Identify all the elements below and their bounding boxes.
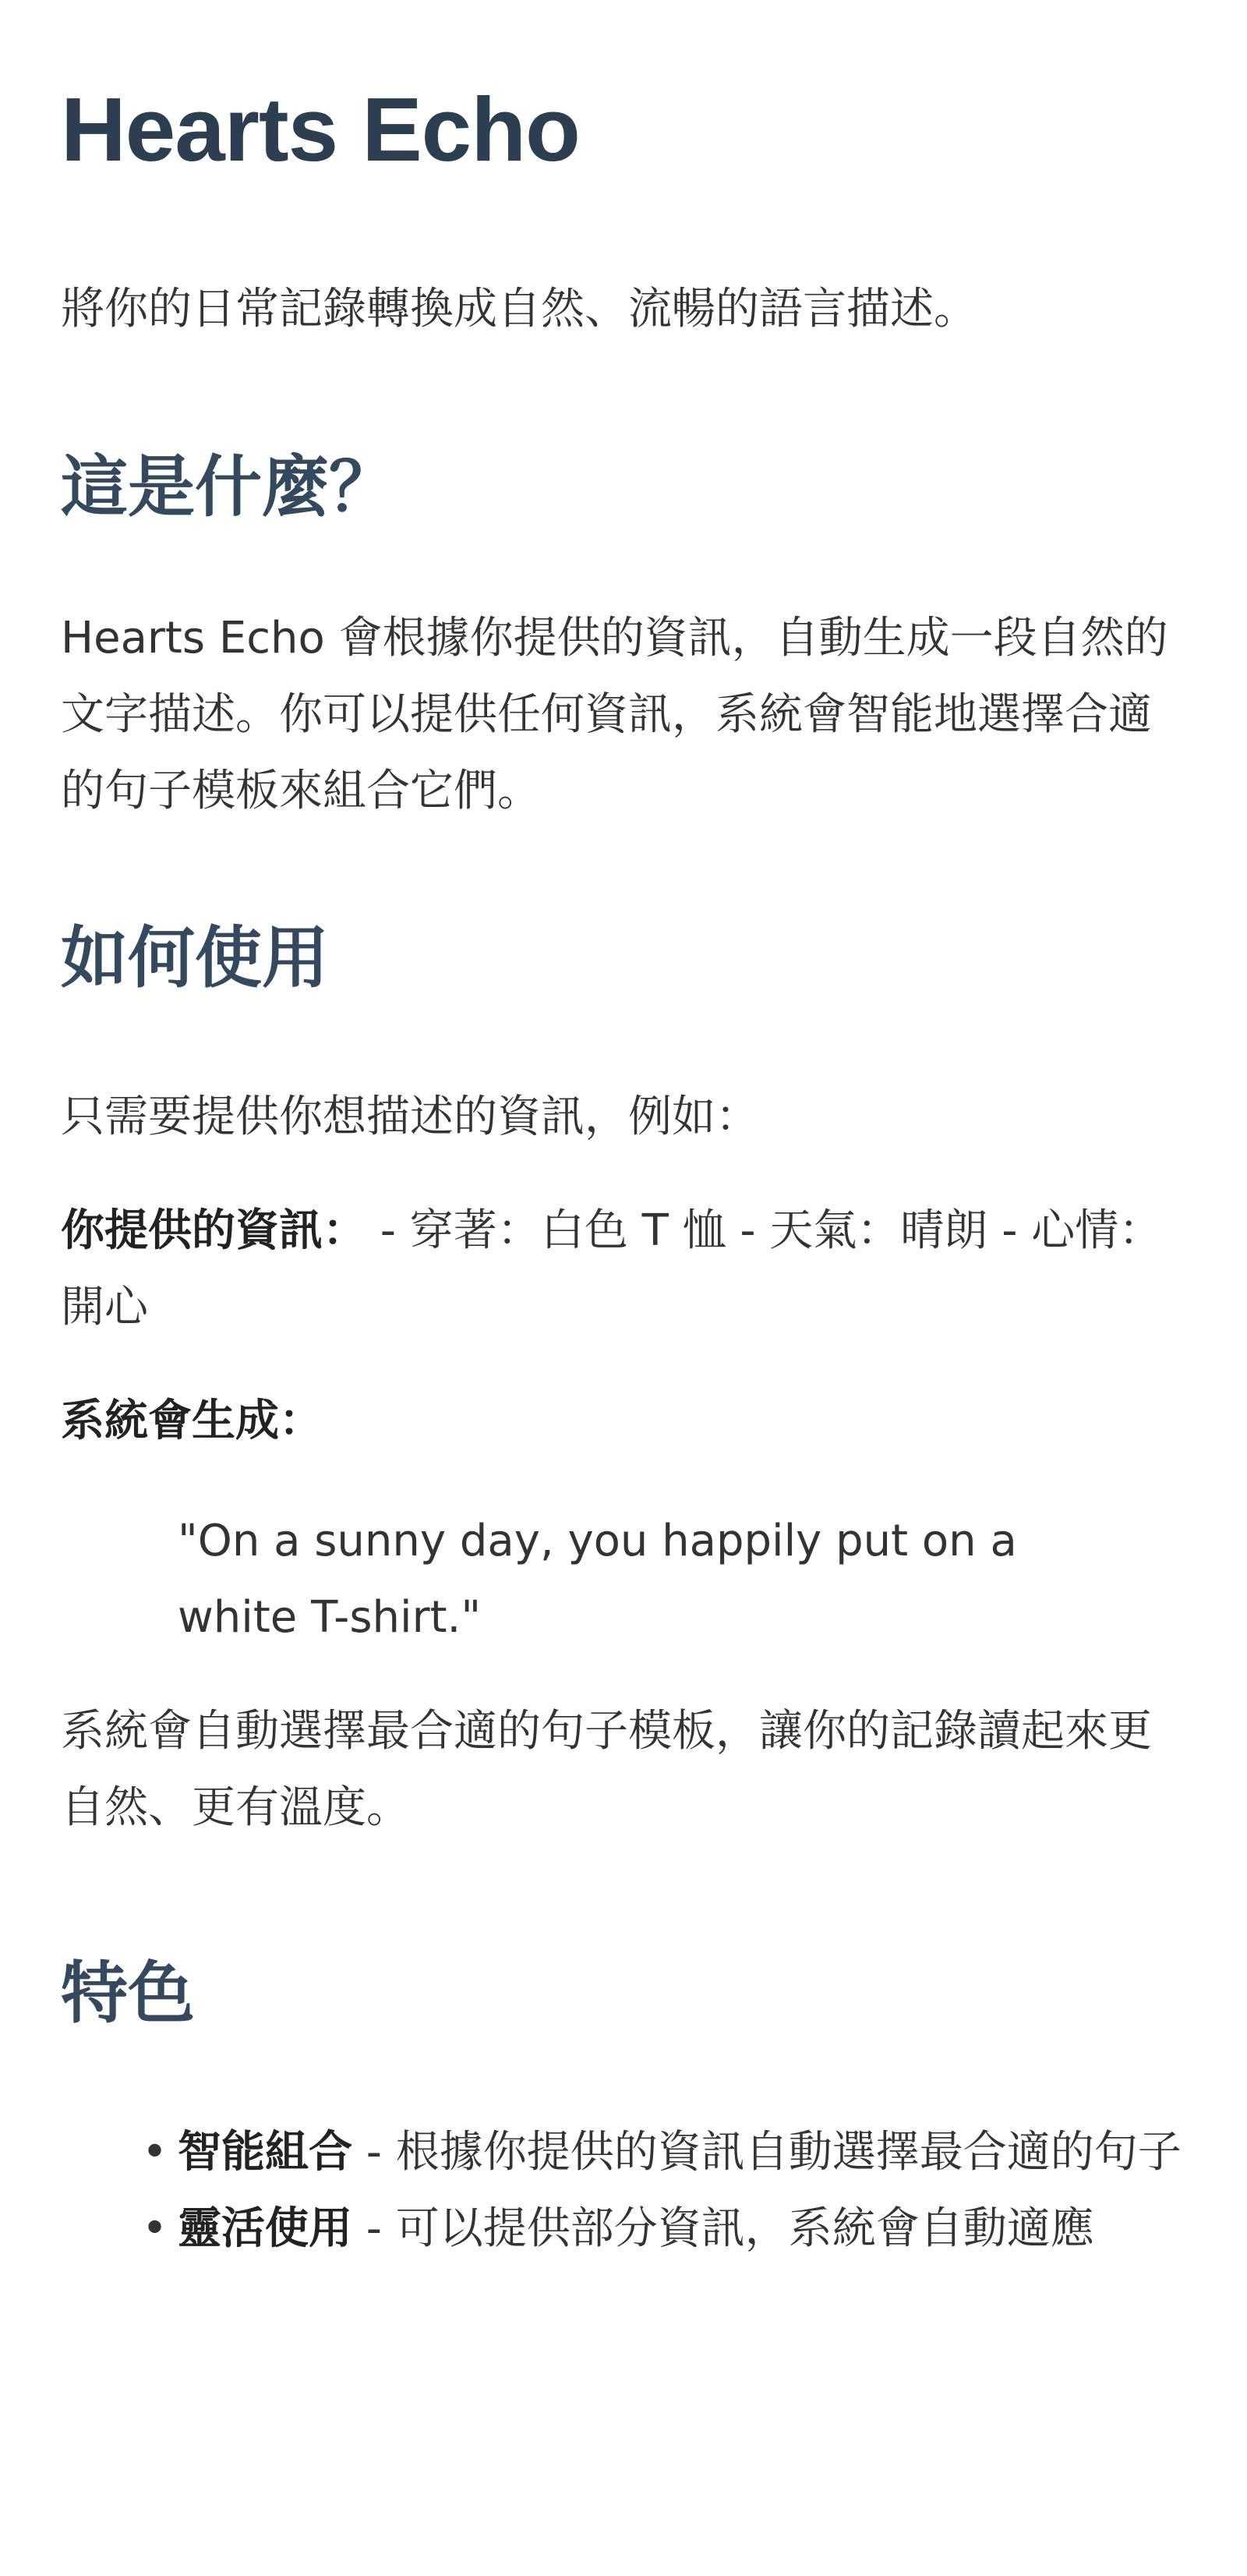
how-outro: 系統會自動選擇最合適的句子模板，讓你的記錄讀起來更自然、更有溫度。 — [61, 1706, 1152, 1833]
feature-text: - 可以提供部分資訊，系統會自動適應 — [352, 2203, 1094, 2254]
section-heading-features: 特色 — [61, 1955, 195, 2033]
page-title: Hearts Echo — [61, 79, 580, 180]
list-item — [142, 2114, 1186, 2191]
section-heading-how: 如何使用 — [61, 919, 329, 997]
subtitle: 將你的日常記錄轉換成自然、流暢的語言描述。 — [61, 284, 977, 334]
feature-label: 靈活使用 — [178, 2203, 352, 2254]
feature-text: - 根據你提供的資訊自動選擇最合適的句子 — [352, 2127, 1182, 2178]
input-example — [61, 1193, 1186, 1346]
input-label: 你提供的資訊： — [61, 1205, 366, 1256]
bullet-icon: • — [142, 2203, 168, 2254]
how-intro: 只需要提供你想描述的資訊，例如： — [61, 1092, 759, 1142]
section-heading-what: 這是什麼？ — [61, 448, 396, 526]
bullet-icon: • — [142, 2127, 168, 2178]
output-label: 系統會生成： — [61, 1396, 323, 1446]
output-example — [61, 1383, 1186, 1460]
list-item — [142, 2191, 1186, 2267]
what-paragraph: Hearts Echo 會根據你提供的資訊，自動生成一段自然的文字描述。你可以提供任何資訊，系統會智能地選擇合適的句子模板來組合它們。 — [61, 613, 1168, 816]
input-text: - 穿著：白色 T 恤 - 天氣：晴朗 - 心情：開心 — [61, 1205, 1163, 1332]
feature-list — [61, 2114, 1186, 2267]
example-quote: "On a sunny day, you happily put on a white T-shirt." — [178, 1516, 1017, 1643]
feature-label: 智能組合 — [178, 2127, 352, 2178]
